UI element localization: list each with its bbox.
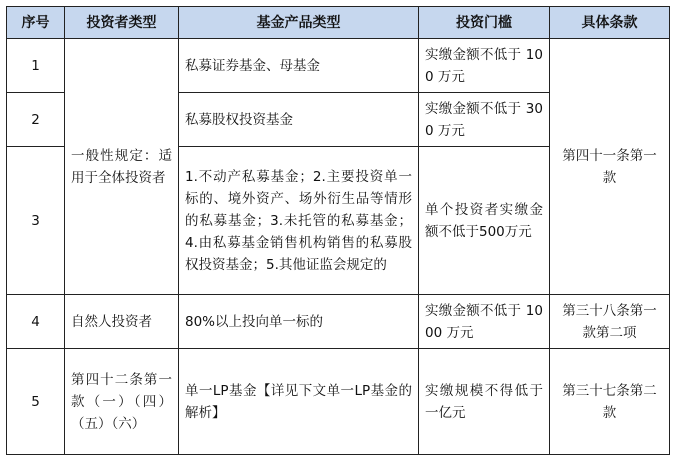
- clause-cell: 第三十七条第二款: [550, 349, 670, 455]
- header-product-type: 基金产品类型: [179, 7, 419, 39]
- product-cell: 单一LP基金【详见下文单一LP基金的解析】: [179, 349, 419, 455]
- clause-41-cell: 第四十一条第一款: [550, 39, 670, 295]
- investor-cell: 自然人投资者: [65, 295, 179, 349]
- threshold-cell: 单个投资者实缴金额不低于500万元: [419, 147, 550, 295]
- product-cell: 80%以上投向单一标的: [179, 295, 419, 349]
- table-row: [7, 349, 670, 455]
- threshold-cell: 实缴金额不低于 100 万元: [419, 39, 550, 93]
- row-seq: 1: [7, 39, 65, 93]
- table-row: [7, 295, 670, 349]
- product-cell: 私募证券基金、母基金: [179, 39, 419, 93]
- row-seq: 3: [7, 147, 65, 295]
- table-row: [7, 39, 670, 93]
- header-threshold: 投资门槛: [419, 7, 550, 39]
- header-investor-type: 投资者类型: [65, 7, 179, 39]
- threshold-cell: 实缴金额不低于 1000 万元: [419, 295, 550, 349]
- header-row: [7, 7, 670, 39]
- threshold-cell: 实缴金额不低于 300 万元: [419, 93, 550, 147]
- row-seq: 5: [7, 349, 65, 455]
- general-investor-cell: 一般性规定：适用于全体投资者: [65, 39, 179, 295]
- row-seq: 2: [7, 93, 65, 147]
- row-seq: 4: [7, 295, 65, 349]
- threshold-cell: 实缴规模不得低于一亿元: [419, 349, 550, 455]
- investor-threshold-table: [6, 6, 670, 455]
- product-cell: 私募股权投资基金: [179, 93, 419, 147]
- product-cell: 1.不动产私募基金；2.主要投资单一标的、境外资产、场外衍生品等情形的私募基金；3.未托管的私募基金；4.由私募基金销售机构销售的私募股权投资基金；5.其他证监会规定的: [179, 147, 419, 295]
- clause-cell: 第三十八条第一款第二项: [550, 295, 670, 349]
- header-seq: 序号: [7, 7, 65, 39]
- investor-cell: 第四十二条第一款（一）（四）（五）（六）: [65, 349, 179, 455]
- header-clause: 具体条款: [550, 7, 670, 39]
